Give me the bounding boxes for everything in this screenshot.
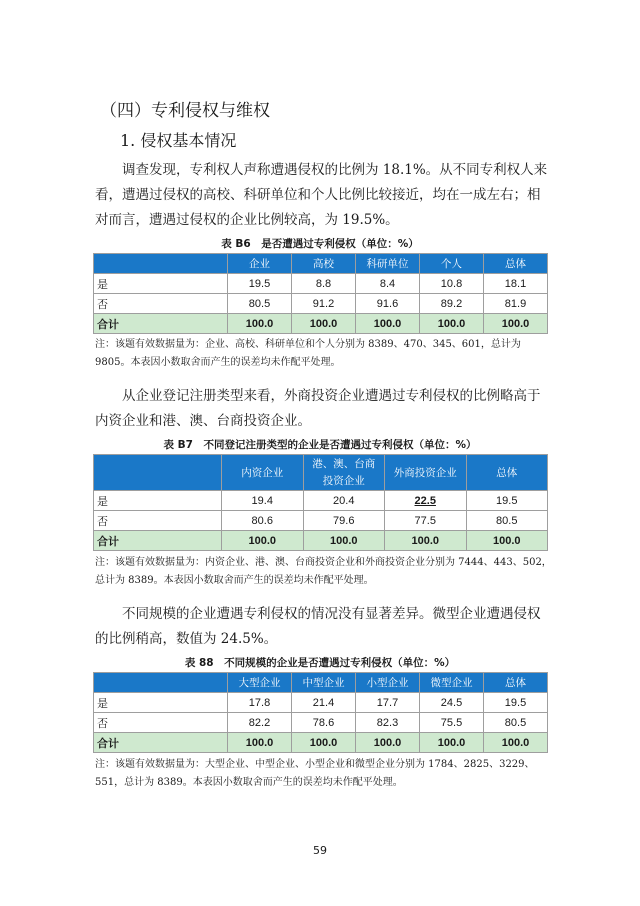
column-header: 总体 bbox=[484, 254, 548, 274]
table-cell: 79.6 bbox=[303, 511, 385, 531]
row-label: 否 bbox=[94, 511, 222, 531]
table-cell: 21.4 bbox=[292, 693, 356, 713]
page-number: 59 bbox=[313, 844, 327, 857]
table-88-caption: 表 88 不同规模的企业是否遭遇过专利侵权（单位：%） bbox=[184, 657, 456, 669]
column-header: 内资企业 bbox=[222, 455, 304, 491]
row-label: 合计 bbox=[94, 531, 222, 551]
table-cell: 89.2 bbox=[420, 294, 484, 314]
table-cell: 100.0 bbox=[385, 531, 467, 551]
table-cell: 100.0 bbox=[356, 314, 420, 334]
table-cell: 77.5 bbox=[385, 511, 467, 531]
table-cell: 100.0 bbox=[466, 531, 548, 551]
table-cell: 20.4 bbox=[303, 491, 385, 511]
table-row bbox=[94, 491, 548, 511]
table-88-note: 注：该题有效数据量为：大型企业、中型企业、小型企业和微型企业分别为 1784、2825、3229、551，总计为 8389。本表因小数取舍而产生的误差均未作配平处理。 bbox=[95, 759, 535, 788]
table-cell: 80.6 bbox=[222, 511, 304, 531]
table-87 bbox=[93, 454, 548, 551]
row-label: 是 bbox=[94, 274, 228, 294]
table-cell: 82.2 bbox=[228, 713, 292, 733]
table-cell: 82.3 bbox=[356, 713, 420, 733]
table-cell: 8.4 bbox=[356, 274, 420, 294]
column-header: 港、澳、台商投资企业 bbox=[303, 455, 385, 491]
sub-title: 1. 侵权基本情况 bbox=[120, 131, 237, 150]
section-title: （四）专利侵权与维权 bbox=[100, 101, 270, 121]
table-corner bbox=[94, 254, 228, 274]
table-row bbox=[94, 274, 548, 294]
row-label: 合计 bbox=[94, 733, 228, 753]
table-cell: 80.5 bbox=[228, 294, 292, 314]
table-cell: 81.9 bbox=[484, 294, 548, 314]
column-header: 总体 bbox=[484, 673, 548, 693]
table-cell: 24.5 bbox=[420, 693, 484, 713]
table-cell: 100.0 bbox=[420, 314, 484, 334]
paragraph-1: 调查发现，专利权人声称遭遇侵权的比例为 18.1%。从不同专利权人来看，遭遇过侵权的高校、科研单位和个人比例比较接近，均在一成左右；相对而言，遭遇过侵权的企业比例较高，为 19.5%。 bbox=[95, 162, 548, 228]
table-cell: 17.7 bbox=[356, 693, 420, 713]
column-header: 小型企业 bbox=[356, 673, 420, 693]
row-label: 是 bbox=[94, 491, 222, 511]
table-cell: 100.0 bbox=[292, 733, 356, 753]
table-cell: 100.0 bbox=[222, 531, 304, 551]
table-86-caption: 表 B6 是否遭遇过专利侵权（单位：%） bbox=[221, 238, 419, 250]
table-cell: 78.6 bbox=[292, 713, 356, 733]
table-corner bbox=[94, 455, 222, 491]
table-row bbox=[94, 713, 548, 733]
table-cell: 91.2 bbox=[292, 294, 356, 314]
table-87-note: 注：该题有效数据量为：内资企业、港、澳、台商投资企业和外商投资企业分别为 7444、443、502，总计为 8389。本表因小数取舍而产生的误差均未作配平处理。 bbox=[95, 557, 552, 586]
paragraph-3: 不同规模的企业遭遇专利侵权的情况没有显著差异。微型企业遭遇侵权的比例稍高，数值为 24.5%。 bbox=[95, 606, 541, 647]
paragraph-2: 从企业登记注册类型来看，外商投资企业遭遇过专利侵权的比例略高于内资企业和港、澳、台商投资企业。 bbox=[95, 388, 541, 429]
table-total-row bbox=[94, 531, 548, 551]
column-header: 微型企业 bbox=[420, 673, 484, 693]
table-cell: 19.4 bbox=[222, 491, 304, 511]
table-cell: 80.5 bbox=[466, 511, 548, 531]
column-header: 总体 bbox=[466, 455, 548, 491]
row-label: 否 bbox=[94, 713, 228, 733]
table-cell: 100.0 bbox=[228, 314, 292, 334]
table-87-caption: 表 B7 不同登记注册类型的企业是否遭遇过专利侵权（单位：%） bbox=[163, 439, 477, 451]
table-row bbox=[94, 511, 548, 531]
row-label: 否 bbox=[94, 294, 228, 314]
table-86 bbox=[93, 253, 548, 334]
table-cell-highlight: 22.5 bbox=[385, 491, 467, 511]
table-cell: 100.0 bbox=[356, 733, 420, 753]
table-total-row bbox=[94, 733, 548, 753]
table-88 bbox=[93, 672, 548, 753]
column-header: 大型企业 bbox=[228, 673, 292, 693]
column-header: 企业 bbox=[228, 254, 292, 274]
table-cell: 100.0 bbox=[420, 733, 484, 753]
table-86-note: 注：该题有效数据量为：企业、高校、科研单位和个人分别为 8389、470、345、601，总计为 9805。本表因小数取舍而产生的误差均未作配平处理。 bbox=[95, 339, 521, 368]
table-cell: 19.5 bbox=[484, 693, 548, 713]
column-header: 外商投资企业 bbox=[385, 455, 467, 491]
table-cell: 8.8 bbox=[292, 274, 356, 294]
table-cell: 10.8 bbox=[420, 274, 484, 294]
table-cell: 18.1 bbox=[484, 274, 548, 294]
column-header: 高校 bbox=[292, 254, 356, 274]
column-header: 科研单位 bbox=[356, 254, 420, 274]
table-row bbox=[94, 294, 548, 314]
table-cell: 19.5 bbox=[228, 274, 292, 294]
table-cell: 100.0 bbox=[292, 314, 356, 334]
table-cell: 80.5 bbox=[484, 713, 548, 733]
table-cell: 19.5 bbox=[466, 491, 548, 511]
table-row bbox=[94, 693, 548, 713]
table-cell: 100.0 bbox=[303, 531, 385, 551]
table-cell: 75.5 bbox=[420, 713, 484, 733]
column-header: 个人 bbox=[420, 254, 484, 274]
column-header: 中型企业 bbox=[292, 673, 356, 693]
table-cell: 100.0 bbox=[484, 733, 548, 753]
table-cell: 91.6 bbox=[356, 294, 420, 314]
table-corner bbox=[94, 673, 228, 693]
row-label: 是 bbox=[94, 693, 228, 713]
table-cell: 17.8 bbox=[228, 693, 292, 713]
table-cell: 100.0 bbox=[228, 733, 292, 753]
table-cell: 100.0 bbox=[484, 314, 548, 334]
row-label: 合计 bbox=[94, 314, 228, 334]
table-total-row bbox=[94, 314, 548, 334]
